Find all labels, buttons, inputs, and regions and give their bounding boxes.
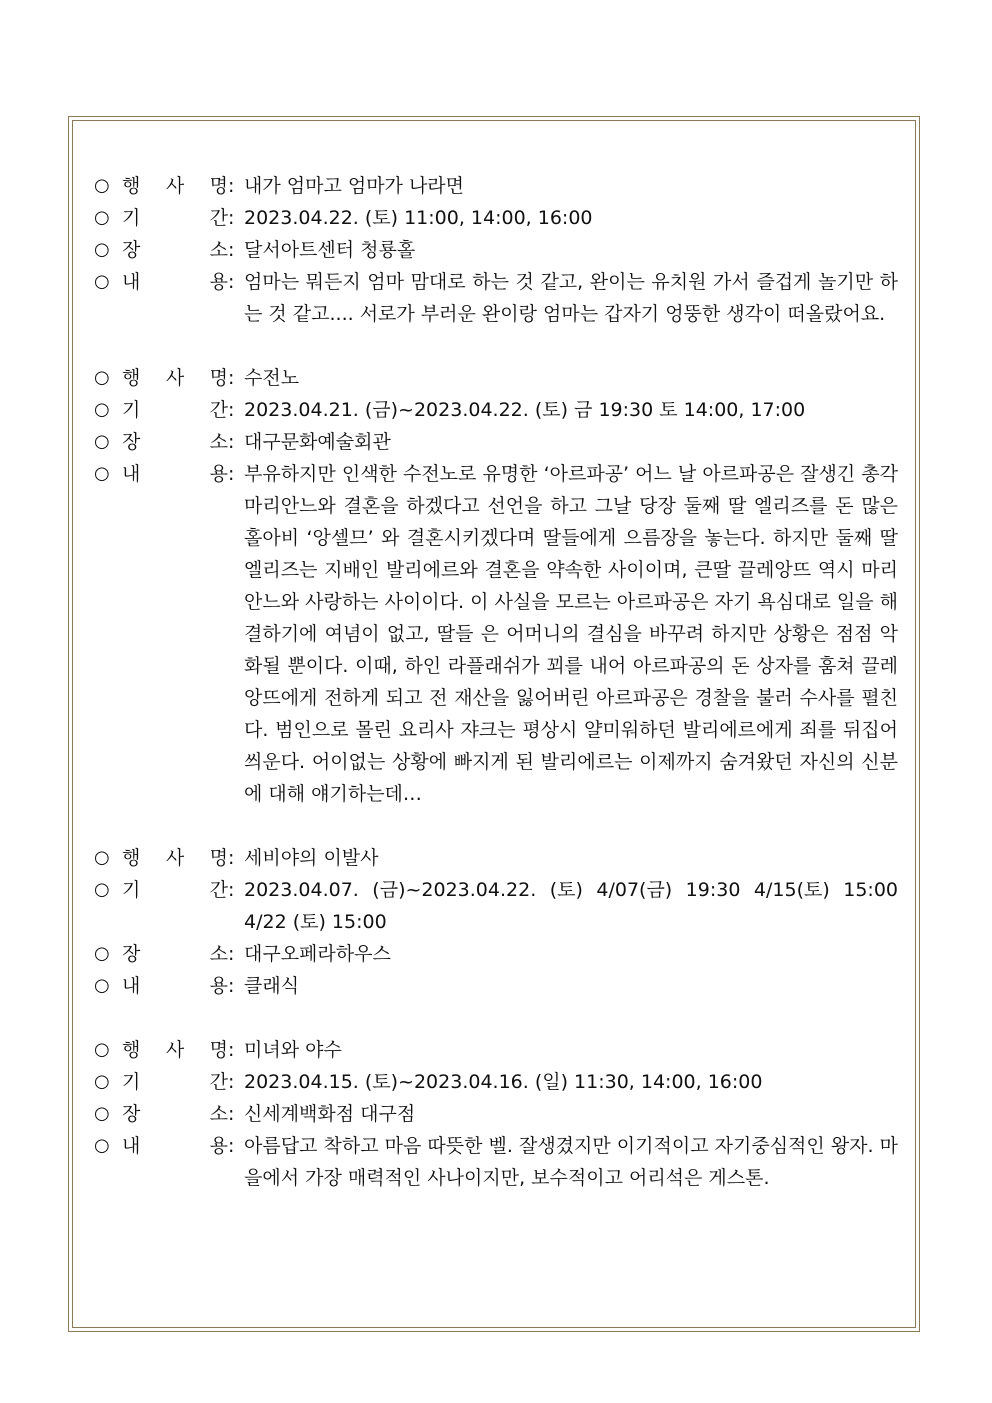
event-content: 클래식 <box>244 975 300 997</box>
colon: : <box>228 239 235 261</box>
event-place: 달서아트센터 청룡홀 <box>244 239 416 261</box>
colon: : <box>228 175 235 197</box>
label-period: 기 간 <box>122 1071 228 1093</box>
bullet-icon: ○ <box>94 1039 110 1060</box>
event-content-row <box>94 458 898 810</box>
event-place: 대구문화예술회관 <box>244 431 391 453</box>
event-period: 2023.04.21. (금)~2023.04.22. (토) 금 19:30 토 14:00, 17:00 <box>244 399 806 421</box>
colon: : <box>228 271 235 293</box>
label-period: 기 간 <box>122 207 228 229</box>
event-place: 신세계백화점 대구점 <box>244 1103 416 1125</box>
label-period: 기 간 <box>122 399 228 421</box>
label-content: 내 용 <box>122 975 228 997</box>
event-name-row <box>94 842 898 874</box>
event-place-row <box>94 1098 898 1130</box>
event-name: 수전노 <box>244 367 300 389</box>
event-item <box>94 1034 898 1194</box>
bullet-icon: ○ <box>94 271 110 292</box>
label-name: 행 사 명 <box>122 175 228 197</box>
event-place-row <box>94 234 898 266</box>
colon: : <box>228 1039 235 1061</box>
colon: : <box>228 1135 235 1157</box>
event-name-row <box>94 362 898 394</box>
label-name: 행 사 명 <box>122 847 228 869</box>
label-content: 내 용 <box>122 271 228 293</box>
bullet-icon: ○ <box>94 1135 110 1156</box>
event-period: 2023.04.22. (토) 11:00, 14:00, 16:00 <box>244 207 593 229</box>
colon: : <box>228 879 235 901</box>
event-content-row <box>94 1130 898 1194</box>
bullet-icon: ○ <box>94 975 110 996</box>
colon: : <box>228 463 235 485</box>
colon: : <box>228 975 235 997</box>
event-content: 엄마는 뭐든지 엄마 맘대로 하는 것 같고, 완이는 유치원 가서 즐겁게 놀기만 하는 것 같고.... 서로가 부러운 완이랑 엄마는 갑자기 엉뚱한 생각이 떠올랐어요. <box>244 271 898 325</box>
event-place-row <box>94 938 898 970</box>
event-period-row <box>94 1066 898 1098</box>
event-content-row <box>94 970 898 1002</box>
label-period: 기 간 <box>122 879 228 901</box>
bullet-icon: ○ <box>94 847 110 868</box>
event-name: 내가 엄마고 엄마가 나라면 <box>244 175 465 197</box>
colon: : <box>228 1103 235 1125</box>
event-place-row <box>94 426 898 458</box>
colon: : <box>228 431 235 453</box>
colon: : <box>228 847 235 869</box>
event-name: 미녀와 야수 <box>244 1039 342 1061</box>
event-content: 부유하지만 인색한 수전노로 유명한 ‘아르파공’ 어느 날 아르파공은 잘생긴 총각 마리안느와 결혼을 하겠다고 선언을 하고 그날 당장 둘째 딸 엘리즈를 돈 많은 홀아비 ‘앙셀므’ 와 결혼시키겠다며 딸들에게 으름장을 놓는다. 하지만 둘째 딸 엘리즈는 지배인 발리에르와 결혼을 약속한 사이이며, 큰딸 끌레앙뜨 역시 마리안느와 사랑하는 사이이다. 이 사실을 모르는 아르파공은 자기 욕심대로 일을 해결하기에 여념이 없고, 딸들 은 어머니의 결심을 바꾸려 하지만 상황은 점점 악화될 뿐이다. 이때, 하인 라플래쉬가 꾀를 내어 아르파공의 돈 상자를 훔쳐 끌레앙뜨에게 전하게 되고 전 재산을 잃어버린 아르파공은 경찰을 불러 수사를 펼친다. 범인으로 몰린 요리사 쟈크는 평상시 얄미워하던 발리에르에게 죄를 뒤집어씌운다. 어이없는 상황에 빠지게 된 발리에르는 이제까지 숨겨왔던 자신의 신분에 대해 얘기하는데… <box>244 463 898 805</box>
event-item <box>94 170 898 330</box>
event-item <box>94 842 898 1002</box>
bullet-icon: ○ <box>94 879 110 900</box>
event-period-row <box>94 394 898 426</box>
colon: : <box>228 399 235 421</box>
event-item <box>94 362 898 810</box>
event-list <box>94 170 898 1226</box>
event-name-row <box>94 1034 898 1066</box>
event-period-row <box>94 202 898 234</box>
label-name: 행 사 명 <box>122 1039 228 1061</box>
colon: : <box>228 207 235 229</box>
bullet-icon: ○ <box>94 175 110 196</box>
event-name: 세비야의 이발사 <box>244 847 379 869</box>
event-name-row <box>94 170 898 202</box>
label-place: 장 소 <box>122 1103 228 1125</box>
label-content: 내 용 <box>122 463 228 485</box>
bullet-icon: ○ <box>94 399 110 420</box>
label-place: 장 소 <box>122 239 228 261</box>
bullet-icon: ○ <box>94 943 110 964</box>
label-place: 장 소 <box>122 943 228 965</box>
label-content: 내 용 <box>122 1135 228 1157</box>
event-period-row <box>94 874 898 938</box>
bullet-icon: ○ <box>94 463 110 484</box>
label-name: 행 사 명 <box>122 367 228 389</box>
colon: : <box>228 1071 235 1093</box>
event-period: 2023.04.07. (금)~2023.04.22. (토) 4/07(금) 19:30 4/15(토) 15:00 4/22 (토) 15:00 <box>244 879 898 933</box>
label-place: 장 소 <box>122 431 228 453</box>
colon: : <box>228 367 235 389</box>
colon: : <box>228 943 235 965</box>
event-place: 대구오페라하우스 <box>244 943 391 965</box>
bullet-icon: ○ <box>94 207 110 228</box>
event-content-row <box>94 266 898 330</box>
bullet-icon: ○ <box>94 431 110 452</box>
bullet-icon: ○ <box>94 367 110 388</box>
event-content: 아름답고 착하고 마음 따뜻한 벨. 잘생겼지만 이기적이고 자기중심적인 왕자. 마을에서 가장 매력적인 사나이지만, 보수적이고 어리석은 게스톤. <box>244 1135 898 1189</box>
bullet-icon: ○ <box>94 1103 110 1124</box>
bullet-icon: ○ <box>94 1071 110 1092</box>
event-period: 2023.04.15. (토)~2023.04.16. (일) 11:30, 14:00, 16:00 <box>244 1071 763 1093</box>
bullet-icon: ○ <box>94 239 110 260</box>
